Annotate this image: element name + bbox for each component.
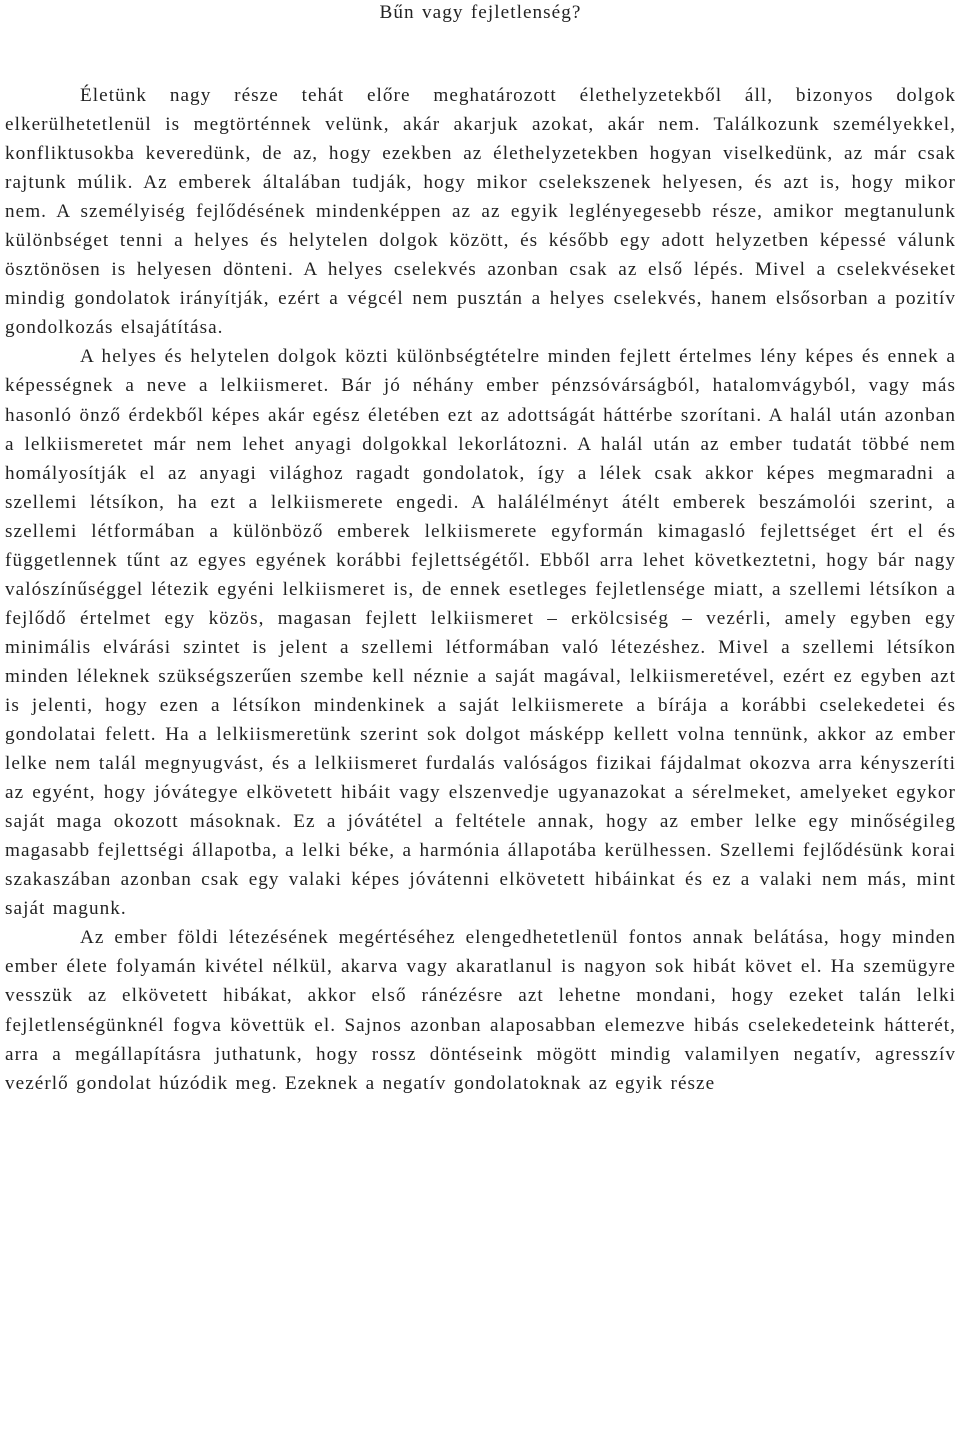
paragraph-1: Életünk nagy része tehát előre meghatározott élethelyzetekből áll, bizonyos dolgok elkerülhetetlenül is megtörténnek velünk, akár akarjuk azokat, akár nem. Találkozunk személyekkel, konfliktusokba keveredünk, de az, hogy ezekben az élethelyzetekben hogyan viselkedünk, az már csak rajtunk múlik. Az emberek általában tudják, hogy mikor cselekszenek helyesen, és azt is, hogy mikor nem. A személyiség fejlődésének mindenképpen az az egyik leglényegesebb része, amikor megtanulunk különbséget tenni a helyes és helytelen dolgok között, és később egy adott helyzetben képessé válunk ösztönösen is helyesen dönteni. A helyes cselekvés azonban csak az első lépés. Mivel a cselekvéseket mindig gondolatok irányítják, ezért a végcél nem pusztán a helyes cselekvés, hanem elsősorban a pozitív gondolkozás elsajátítása. — [5, 85, 956, 339]
document-page — [5, 0, 956, 1098]
paragraph-3: Az ember földi létezésének megértéséhez elengedhetetlenül fontos annak belátása, hogy minden ember élete folyamán kivétel nélkül, akarva vagy akaratlanul is nagyon sok hibát követ el. Ha szemügyre vesszük az elkövetett hibákat, akkor első ránézésre azt lehetne mondani, hogy ezeket talán lelki fejletlenségünknél fogva követtük el. Sajnos azonban alaposabban elemezve hibás cselekedeteink hátterét, arra a megállapításra juthatunk, hogy rossz döntéseink mögött mindig valamilyen negatív, agresszív vezérlő gondolat húzódik meg. Ezeknek a negatív gondolatoknak az egyik része — [5, 927, 956, 1094]
document-title: Bűn vagy fejletlenség? — [379, 2, 582, 23]
title-spacing — [5, 29, 956, 81]
paragraph-2: A helyes és helytelen dolgok közti különbségtételre minden fejlett értelmes lény képes és ennek a képességnek a neve a lelkiismeret. Bár jó néhány ember pénzsóvárságból, hatalomvágyból, vagy más hasonló önző érdekből képes akár egész életében ezt az adottságát háttérbe szorítani. A halál után azonban a lelkiismeretet már nem lehet anyagi dolgokkal lekorlátozni. A halál után az ember tudatát többé nem homályosítják el az anyagi világhoz ragadt gondolatok, így a lélek csak akkor képes megmaradni a szellemi létsíkon, ha ezt a lelkiismerete engedi. A halálélményt átélt emberek beszámolói szerint, a szellemi létformában a különböző emberek lelkiismerete egyformán kimagasló fejlettséget ért el és függetlennek tűnt az egyes egyének korábbi fejlettségétől. Ebből arra lehet következtetni, hogy bár nagy valószínűséggel létezik egyéni lelkiismeret is, de ennek esetleges fejletlensége miatt, a szellemi létsíkon a fejlődő értelmet egy közös, magasan fejlett lelkiismeret – erkölcsiség – vezérli, amely egyben egy minimális elvárási szintet is jelent a szellemi létformában való létezéshez. Mivel a szellemi létsíkon minden léleknek szükségszerűen szembe kell néznie a saját magával, lelkiismeretével, ezért ez egyben azt is jelenti, hogy ezen a létsíkon mindenkinek a saját lelkiismerete a bírája a korábbi cselekedetei és gondolatai felett. Ha a lelkiismeretünk szerint sok dolgot másképp kellett volna tennünk, akkor az ember lelke nem talál megnyugvást, és a lelkiismeret furdalás valóságos fizikai fájdalmat okozva arra kényszeríti az egyént, hogy jóvátegye elkövetett hibáit vagy elszenvedje ugyanazokat a sérelmeket, amelyeket egykor saját maga okozott másoknak. Ez a jóvátétel a feltétele annak, hogy az ember lelke egy minőségileg magasabb fejlettségi állapotba, a lelki béke, a harmónia állapotába kerülhessen. Szellemi fejlődésünk korai szakaszában azonban csak egy valaki képes jóvátenni elkövetett hibáinkat és ez a valaki nem más, mint saját magunk. — [5, 346, 956, 920]
